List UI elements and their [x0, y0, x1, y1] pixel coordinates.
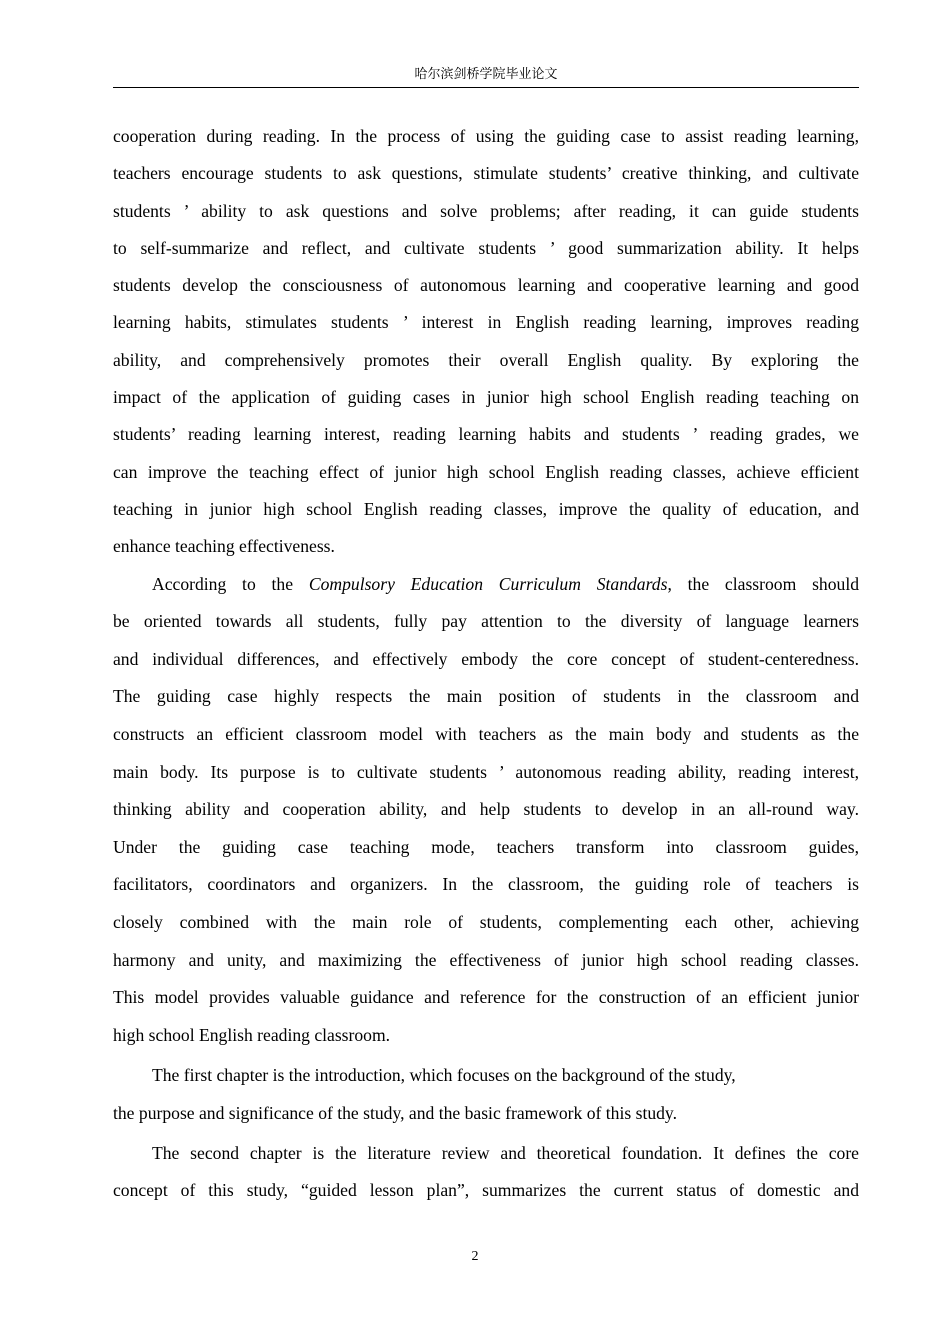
text-run: According to the: [152, 573, 309, 594]
text-line: [113, 566, 859, 604]
text-line: The guiding case highly respects the main position of students in the classroom and: [113, 686, 859, 707]
text-line: enhance teaching effectiveness.: [113, 536, 335, 557]
text-line: the purpose and significance of the study, and the basic framework of this study.: [113, 1102, 677, 1123]
text-line: constructs an efficient classroom model with teachers as the main body and students as the: [113, 723, 859, 744]
paragraph-2: [113, 566, 859, 1055]
text-line: closely combined with the main role of students, complementing each other, achieving: [113, 911, 859, 932]
running-header: 哈尔滨剑桥学院毕业论文: [113, 62, 859, 88]
text-line: high school English reading classroom.: [113, 1024, 391, 1045]
text-line: facilitators, coordinators and organizers. In the classroom, the guiding role of teachers is: [113, 874, 859, 895]
text-line: cooperation during reading. In the process of using the guiding case to assist reading learning,: [113, 126, 859, 146]
text-run: , the classroom should: [667, 573, 859, 594]
paragraph-1: [113, 118, 859, 566]
body-text: [113, 118, 859, 1209]
text-line: be oriented towards all students, fully pay attention to the diversity of language learners: [113, 611, 859, 632]
text-line: students’ reading learning interest, reading learning habits and students ’ reading grades, we: [113, 424, 859, 445]
text-line: This model provides valuable guidance and reference for the construction of an efficient junior: [113, 987, 859, 1008]
text-line: teaching in junior high school English reading classes, improve the quality of education, and: [113, 498, 859, 519]
text-line: Under the guiding case teaching mode, teachers transform into classroom guides,: [113, 836, 859, 857]
text-line: thinking ability and cooperation ability, and help students to develop in an all-round way.: [113, 799, 859, 820]
page-number: 2: [471, 1249, 479, 1264]
text-line: teachers encourage students to ask questions, stimulate students’ creative thinking, and cultivate: [113, 163, 859, 184]
text-line: students develop the consciousness of autonomous learning and cooperative learning and good: [113, 275, 859, 296]
text-line: ability, and comprehensively promotes their overall English quality. By exploring the: [113, 349, 859, 370]
text-line: students ’ ability to ask questions and solve problems; after reading, it can guide students: [113, 200, 859, 221]
text-line: learning habits, stimulates students ’ interest in English reading learning, improves reading: [113, 312, 859, 333]
text-line: harmony and unity, and maximizing the effectiveness of junior high school reading classes.: [113, 949, 859, 970]
text-line: to self-summarize and reflect, and cultivate students ’ good summarization ability. It helps: [113, 237, 859, 258]
text-line: impact of the application of guiding cases in junior high school English reading teaching on: [113, 387, 859, 408]
paragraph-3: [113, 1057, 859, 1132]
text-line: main body. Its purpose is to cultivate students ’ autonomous reading ability, reading interest,: [113, 761, 859, 782]
text-line: concept of this study, “guided lesson plan”, summarizes the current status of domestic and: [113, 1180, 859, 1201]
text-line: and individual differences, and effectively embody the core concept of student-centeredness.: [113, 648, 859, 669]
text-line: The first chapter is the introduction, which focuses on the background of the study,: [152, 1065, 736, 1086]
paragraph-4: [113, 1135, 859, 1210]
text-line: The second chapter is the literature review and theoretical foundation. It defines the core: [152, 1142, 859, 1163]
italic-title: Compulsory Education Curriculum Standards: [308, 573, 668, 594]
text-line: can improve the teaching effect of junior high school English reading classes, achieve efficient: [113, 461, 859, 482]
